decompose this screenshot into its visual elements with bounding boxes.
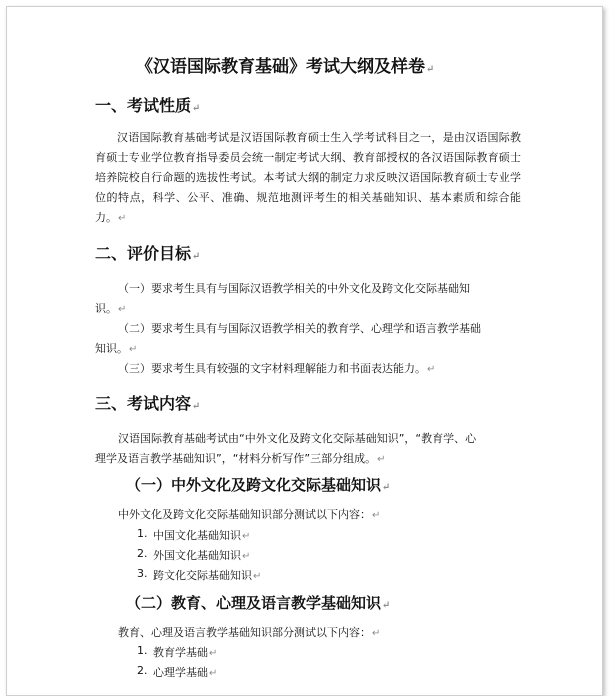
list-item-text: [153, 547, 250, 563]
paragraph-mark-icon: ↵: [377, 454, 386, 465]
paragraph-mark-icon: ↵: [426, 64, 435, 75]
part1-heading-text: （一）中外文化及跨文化交际基础知识: [126, 476, 382, 494]
section3-intro-line-2-text: 理学及语言教学基础知识”，“材料分析写作”三部分组成。: [95, 452, 377, 465]
section1-heading-text: 一、考试性质: [95, 96, 192, 115]
goal-1-line-2-text: 识。: [95, 302, 117, 315]
paragraph-mark-icon: ↵: [242, 551, 251, 562]
paragraph-mark-icon: ↵: [192, 103, 201, 114]
paragraph-mark-icon: ↵: [118, 213, 127, 224]
document-title: [136, 52, 434, 77]
list-item-label: 中国文化基础知识: [153, 529, 241, 542]
part2-intro: [118, 624, 380, 640]
paragraph-mark-icon: ↵: [192, 251, 201, 262]
part2-heading-text: （二）教育、心理及语言教学基础知识: [126, 594, 382, 612]
part1-intro: [118, 506, 380, 522]
paragraph-mark-icon: ↵: [118, 304, 127, 315]
section-heading-exam-content: [95, 391, 200, 414]
goal-2-line-1: （二）要求考生具有与国际汉语教学相关的教育学、心理学和语言教学基础: [118, 322, 481, 335]
list-item-number: 1.: [137, 527, 148, 540]
list-item-number: 3.: [137, 567, 148, 580]
paragraph-mark-icon: ↵: [427, 364, 436, 375]
list-item-label: 教育学基础: [153, 646, 208, 659]
paragraph-mark-icon: ↵: [253, 571, 262, 582]
subsection-heading-education: [126, 592, 390, 613]
section-heading-exam-nature: [95, 93, 200, 116]
list-item-number: 1.: [137, 644, 148, 657]
paragraph-mark-icon: ↵: [209, 668, 218, 679]
list-item-label: 跨文化交际基础知识: [153, 569, 252, 582]
paragraph-mark-icon: ↵: [372, 510, 381, 521]
goal-3-text: （三）要求考生具有较强的文字材料理解能力和书面表达能力。: [118, 362, 426, 375]
list-item-number: 2.: [137, 664, 148, 677]
part2-intro-text: 教育、心理及语言教学基础知识部分测试以下内容：: [118, 626, 371, 639]
list-item-number: 2.: [137, 547, 148, 560]
goal-1-line-2: [95, 300, 126, 316]
paragraph-mark-icon: ↵: [192, 401, 201, 412]
section1-paragraph: [95, 128, 521, 229]
list-item-text: [153, 527, 250, 543]
goal-3: [118, 360, 435, 376]
list-item-text: [153, 644, 217, 660]
list-item-label: 外国文化基础知识: [153, 549, 241, 562]
subsection-heading-culture: [126, 474, 390, 495]
section3-intro-line-1: 汉语国际教育基础考试由“中外文化及跨文化交际基础知识”，“教育学、心: [118, 432, 477, 445]
paragraph-mark-icon: ↵: [209, 648, 218, 659]
section3-intro-line-2: [95, 450, 386, 466]
list-item-text: [153, 664, 217, 680]
section2-heading-text: 二、评价目标: [95, 244, 192, 263]
paragraph-mark-icon: ↵: [129, 344, 138, 355]
section-heading-evaluation-goals: [95, 241, 200, 264]
list-item-text: [153, 567, 261, 583]
list-item-label: 心理学基础: [153, 666, 208, 679]
paragraph-mark-icon: ↵: [382, 600, 391, 611]
paragraph-mark-icon: ↵: [242, 531, 251, 542]
goal-2-line-2-text: 知识。: [95, 342, 128, 355]
section1-body-text: 汉语国际教育基础考试是汉语国际教育硕士生入学考试科目之一，是由汉语国际教育硕士专业学位教育指导委员会统一制定考试大纲、教育部授权的各汉语国际教育硕士培养院校自行命题的选拔性考试。本考试大纲的制定力求反映汉语国际教育硕士专业学位的特点，科学、公平、准确、规范地测评考生的相关基础知识、基本素质和综合能力。: [95, 131, 521, 224]
part1-intro-text: 中外文化及跨文化交际基础知识部分测试以下内容：: [118, 508, 371, 521]
paragraph-mark-icon: ↵: [382, 482, 391, 493]
title-text: 《汉语国际教育基础》考试大纲及样卷: [136, 57, 425, 77]
section3-heading-text: 三、考试内容: [95, 394, 192, 413]
paragraph-mark-icon: ↵: [372, 628, 381, 639]
goal-1-line-1: （一）要求考生具有与国际汉语教学相关的中外文化及跨文化交际基础知: [118, 282, 470, 295]
goal-2-line-2: [95, 340, 137, 356]
